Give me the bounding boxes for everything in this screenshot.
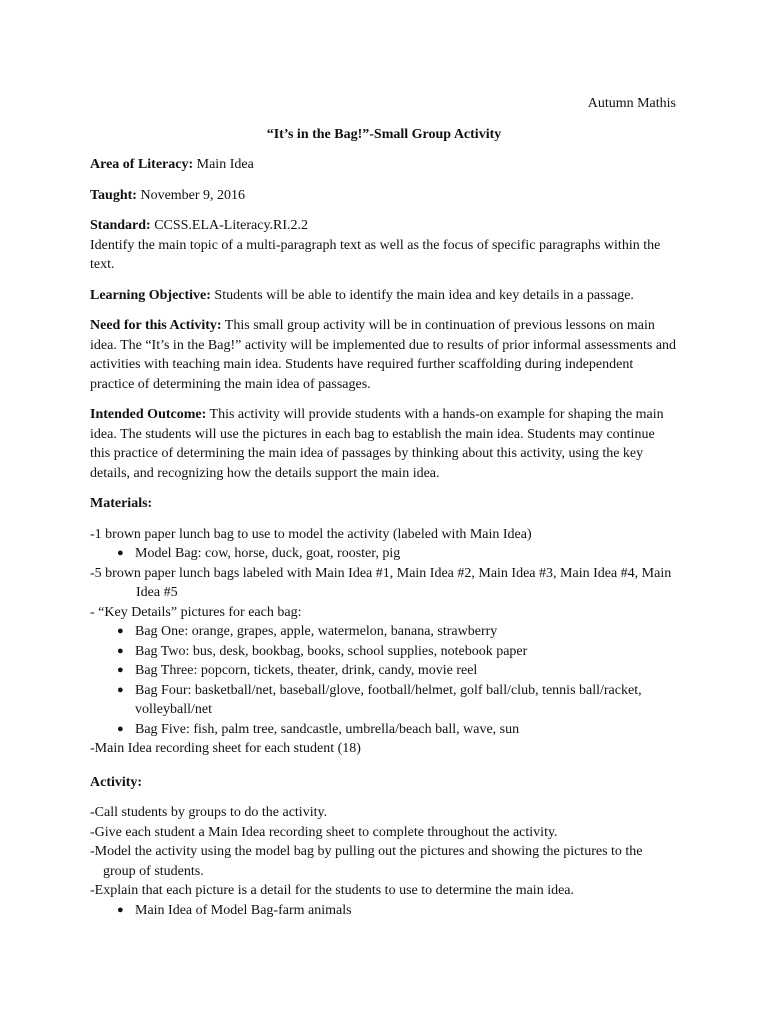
intended-outcome [90, 405, 678, 483]
model-bag-main-idea: Main Idea of Model Bag-farm animals [135, 902, 352, 918]
taught-value: November 9, 2016 [136, 187, 246, 203]
list-item [90, 720, 678, 740]
list-item [90, 622, 678, 642]
need-value: This small group activity will be in continuation of previous lessons on main idea. The “It’s in the Bag!” activity will be implemented due to results of prior informal assessments and activities with teaching main idea. Students have required further scaffolding during independent practice of determining the main idea of passages. [90, 318, 677, 392]
list-item [90, 901, 678, 921]
activity-step: -Model the activity using the model bag by pulling out the pictures and showing the pictures to the group of students. [90, 844, 643, 879]
need-for-activity [90, 316, 678, 394]
area-value: Main Idea [193, 157, 254, 172]
model-bag-text: Model Bag: cow, horse, duck, goat, rooster, pig [135, 546, 401, 561]
bag-text: Bag Three: popcorn, tickets, theater, drink, candy, movie reel [135, 663, 478, 678]
materials-item: -5 brown paper lunch bags labeled with Main Idea #1, Main Idea #2, Main Idea #3, Main Idea #4, Main Idea #5 [90, 565, 672, 600]
list-item [90, 544, 678, 564]
activity-step: -Call students by groups to do the activity. [90, 805, 328, 820]
area-of-literacy [90, 155, 678, 175]
bullet-dot-icon: ● [117, 547, 124, 559]
standard-value: CCSS.ELA-Literacy.RI.2.2 [150, 218, 309, 233]
activity-steps [90, 803, 678, 920]
list-item [90, 681, 678, 720]
bullet-dot-icon: ● [117, 722, 124, 735]
bullet-dot-icon: ● [117, 644, 124, 657]
bullet-dot-icon: ● [117, 664, 124, 676]
list-item [90, 642, 678, 662]
bag-text: Bag Four: basketball/net, baseball/glove, football/helmet, golf ball/club, tennis ball/racket, volleyball/net [135, 682, 642, 717]
materials-item: -Main Idea recording sheet for each student (18) [90, 741, 361, 756]
materials-heading: Materials: [90, 496, 153, 511]
bullet-dot-icon: ● [117, 903, 124, 916]
bag-text: Bag One: orange, grapes, apple, watermelon, banana, strawberry [135, 624, 498, 639]
bag-text: Bag Five: fish, palm tree, sandcastle, umbrella/beach ball, wave, sun [135, 721, 520, 737]
outcome-label: Intended Outcome: [90, 407, 207, 422]
objective-value: Students will be able to identify the main idea and key details in a passage. [210, 287, 634, 303]
learning-objective [90, 286, 678, 306]
activity-heading: Activity: [90, 774, 143, 790]
materials-list [90, 525, 678, 759]
materials-item: -1 brown paper lunch bag to use to model the activity (labeled with Main Idea) [90, 526, 532, 542]
standard-section [90, 216, 678, 275]
activity-step: -Give each student a Main Idea recording sheet to complete throughout the activity. [90, 824, 558, 840]
bullet-dot-icon: ● [117, 625, 124, 637]
materials-item: - “Key Details” pictures for each bag: [90, 604, 302, 620]
list-item [90, 661, 678, 681]
document-title: “It’s in the Bag!”-Small Group Activity [266, 126, 502, 142]
standard-label: Standard: [90, 218, 151, 233]
bags-list [90, 622, 678, 739]
activity-bullet-list [90, 901, 678, 921]
area-label: Area of Literacy: [90, 157, 194, 172]
taught-date [90, 186, 678, 206]
bullet-dot-icon: ● [117, 683, 124, 696]
taught-label: Taught: [90, 187, 137, 203]
activity-step: -Explain that each picture is a detail for the students to use to determine the main idea. [90, 883, 575, 898]
objective-label: Learning Objective: [90, 287, 211, 303]
bag-text: Bag Two: bus, desk, bookbag, books, school supplies, notebook paper [135, 643, 528, 659]
standard-text: Identify the main topic of a multi-paragraph text as well as the focus of specific paragraphs within the text. [90, 237, 661, 272]
model-bag-list [90, 544, 678, 564]
need-label: Need for this Activity: [90, 318, 222, 333]
author-name: Autumn Mathis [587, 96, 676, 111]
outcome-value: This activity will provide students with a hands-on example for shaping the main idea. The students will use the pictures in each bag to establish the main idea. Students may continue this practice of determining the main idea of passages by thinking about this activity, using the key details, and recognizing how the details support the main idea. [90, 407, 664, 481]
